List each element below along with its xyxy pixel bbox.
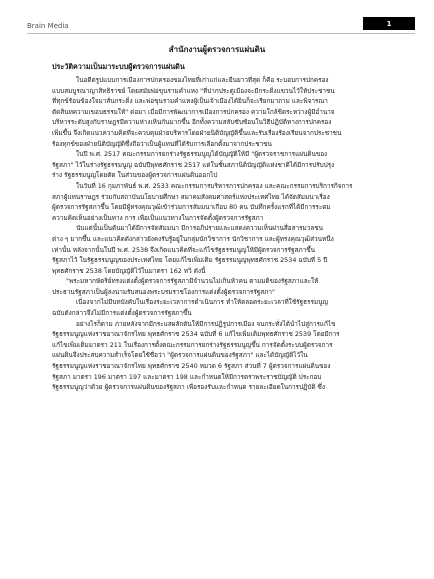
page-number: 1 [386, 19, 392, 28]
paragraph-line: รัฐธรรมนูญแห่งราชอาณาจักรไทย พุทธศักราช 2534 ฉบับที่ 6 แก้ไขเพิ่มเติมพุทธศักราช 2539 โดยมีการ [52, 330, 340, 339]
paragraph-line: รัฐสภาไว้ ในรัฐธรรมนูญของประเทศไทย โดยแก้ไขเพิ่มเติม รัฐธรรมนูญพุทธศักราช 2534 ฉบับที่ 5 ปี [52, 256, 328, 265]
paragraph-line: รัฐสภา" ไว้ในร่างรัฐธรรมนูญ ฉบับปีพุทธศักราช 2517 แต่ในชั้นสภานิติบัญญัติแห่งชาติได้มีการปรับปรุง [52, 160, 335, 169]
paragraph-line: นับแต่นั้นเป็นต้นมาได้มีการจัดสัมมนา มีการอภิปรายและแสดงความเห็นผ่านสื่อสารมวลชน [76, 224, 323, 233]
paragraph-line: เท่านั้น หลังจากนั้นในปี พ.ศ. 2538 จึงเกิดแนวคิดที่จะแก้ไขรัฐธรรมนูญให้มีผู้ตรวจการรัฐสภาขึ้น [52, 245, 315, 254]
paragraph-line: ร่าง รัฐธรรมนูญโดยตัด ในส่วนของผู้ตรวจการแผ่นดินออกไป [52, 171, 218, 180]
paragraph-line: แก้ไขเพิ่มเติมมาตรา 211 ในเรื่องการตั้งคณะกรรมการยกร่างรัฐธรรมนูญขึ้น การจัดตั้งระบบผู้ตรวจการ [52, 340, 333, 349]
paragraph-line: ที่ทุกข์ร้อนข้องใจมาสั่นกระดิ่ง และพ่อขุนรามคำแหงผู้เป็นเจ้าเมืองได้ยินก็จะเรียกมาถาม และพิจารณา [52, 97, 328, 106]
paragraph-line: "พระมหากษัตริย์ทรงแต่งตั้งผู้ตรวจการรัฐสภามีจำนวนไม่เกินห้าคน ตามมติของรัฐสภาและให้ [66, 277, 319, 286]
paragraph-line: ตัดสินทความเขอบธรรมให้" ต่อมา เมื่อมีการพัฒนาการเมืองการปกครอง ความใกล้ชิดระหว่างผู้มีอำนาจ [52, 107, 335, 116]
paragraph-line: รัฐธรรมนูญว่าด้วย ผู้ตรวจการแผ่นดินของรัฐสภา เพื่อรองรับและกำหนด รายละเอียดในการปฏิบัติ ซึ่ง [52, 383, 326, 392]
paragraph [52, 319, 396, 393]
paragraph [52, 75, 396, 149]
section-heading: ประวัติความเป็นมาระบบผู้ตรวจการแผ่นดิน [52, 62, 185, 71]
paragraph [52, 223, 396, 276]
header-divider [27, 33, 415, 34]
paragraph-line: ในปี พ.ศ. 2517 คณะกรรมการยกร่างรัฐธรรมนูญได้บัญญัติให้มี "ผู้ตรวจราชการแผ่นดินของ [76, 150, 328, 159]
paragraph-line: รัฐสภา มาตรา 196 มาตรา 197 และมาตรา 198 และกำหนดให้มีการตราพระราชบัญญัติ ประกอบ [52, 372, 322, 381]
paragraph-line: ความคิดเห็นอย่างเป็นทาง การ เพื่อเป็นแนวทางในการจัดตั้งผู้ตรวจการรัฐสภา [52, 213, 264, 222]
paragraph-line: ผู้ตรวจการรัฐสภาขึ้น โดยมีผู้ทรงคุณวุฒิเข้าร่วมการสัมมนาเกือบ 80 คน บันทึกครั้งแรกที่ได้มีการระดม [52, 203, 331, 212]
paragraph-line: ต่าง ๆ มากขึ้น และแนวคิดดังกล่าวยังคงรับรู้อยู่ในกลุ่มนักวิชาการ นักวิชาการ และผู้ทรงคุณวุฒิส่วนหนึ่ง [52, 234, 334, 243]
page-number-badge [363, 17, 415, 30]
paragraph [52, 149, 396, 181]
paragraph-line: เพิ่มขึ้น จึงเกิดแนวความคิดที่จะควบคุมฝ่ายบริหารโดยฝ่ายนิติบัญญัติขึ้นและรับเรื่องร้องเรียนจากประชาชน [52, 128, 342, 137]
document-body [52, 62, 396, 393]
paragraph-line: ร้องทุกข์ของฝ่ายนิติบัญญัติซึ่งถือว่าเป็นผู้แทนที่ได้รับการเลือกตั้งมาจากประชาชน [52, 139, 272, 148]
paragraph-line: แบบสมบูรณาญาสิทธิราชย์ โดยสมัยพ่อขุนรามคำแหง "ที่ปากประตูเมืองจะมีกระดิ่งแขวนไว้ให้ประชาชน [52, 86, 335, 95]
paragraph-line: เนื่องจากไม่มีบทบังคับในเรื่องระยะเวลาการดำเนินการ ทำให้ตลอดระยะเวลาที่ใช้รัฐธรรมนูญ [76, 298, 328, 307]
paragraph-line: บริหารระดับสูงกับราษฎรมีความห่างเหินกันมากขึ้น อีกทั้งความสลับซับซ้อนในวิธีปฏิบัติทางการปกครอง [52, 118, 332, 127]
paragraph-line: อย่างไรก็ตาม ภายหลังจากมีกระแสผลักดันให้มีการปฏิรูปการเมือง จนกระทั่งได้นำไปสู่การแก้ไข [76, 319, 336, 328]
paragraph [52, 297, 396, 318]
paragraph [52, 276, 396, 297]
publisher-name: Brain Media [27, 22, 69, 30]
paragraph-line: ในวันที่ 16 กุมภาพันธ์ พ.ศ. 2533 คณะกรรมการบริหารการปกครอง และคณะกรรมการบริการกิจการ [76, 181, 353, 190]
paragraph-line: ฉบับดังกล่าวจึงไม่มีการแต่งตั้งผู้ตรวจการรัฐสภาขึ้น [52, 309, 192, 318]
paragraph-line: ประธานรัฐสภาเป็นผู้ลงนามรับสนองพระบรมราชโองการแต่งตั้งผู้ตรวจการรัฐสภา" [52, 287, 275, 296]
paragraph-container [52, 75, 396, 393]
paragraph-line: ในอดีตรูปแบบการเมืองการปกครองของไทยที่เก่าแก่และยืนยาวที่สุด ก็คือ ระบอบการปกครอง [76, 76, 329, 84]
page-header [0, 0, 434, 36]
paragraph-line: สภาผู้แทนราษฎร ร่วมกับสถาบันนโยบายศึกษา สมาคมสังคมศาสตร์แห่งประเทศไทย ได้จัดสัมมนาเรื่อง [52, 192, 330, 201]
document-title: สำนักงานผู้ตรวจการแผ่นดิน [168, 45, 266, 54]
paragraph-line: แผ่นดินจึงประสบความสำเร็จโดยใช้ชื่อว่า "ผู้ตรวจการแผ่นดินของรัฐสภา" และได้บัญญัติไว้ใน [52, 351, 308, 360]
paragraph-line: พุทธศักราช 2538 โดยบัญญัติไว้ในมาตรา 162 ทวิ ดังนี้ [52, 266, 206, 275]
paragraph-line: รัฐธรรมนูญแห่งราชอาณาจักรไทย พุทธศักราช 2540 หมวด 6 รัฐสภา ส่วนที่ 7 ผู้ตรวจการแผ่นดินของ [52, 362, 331, 371]
paragraph [52, 181, 396, 223]
